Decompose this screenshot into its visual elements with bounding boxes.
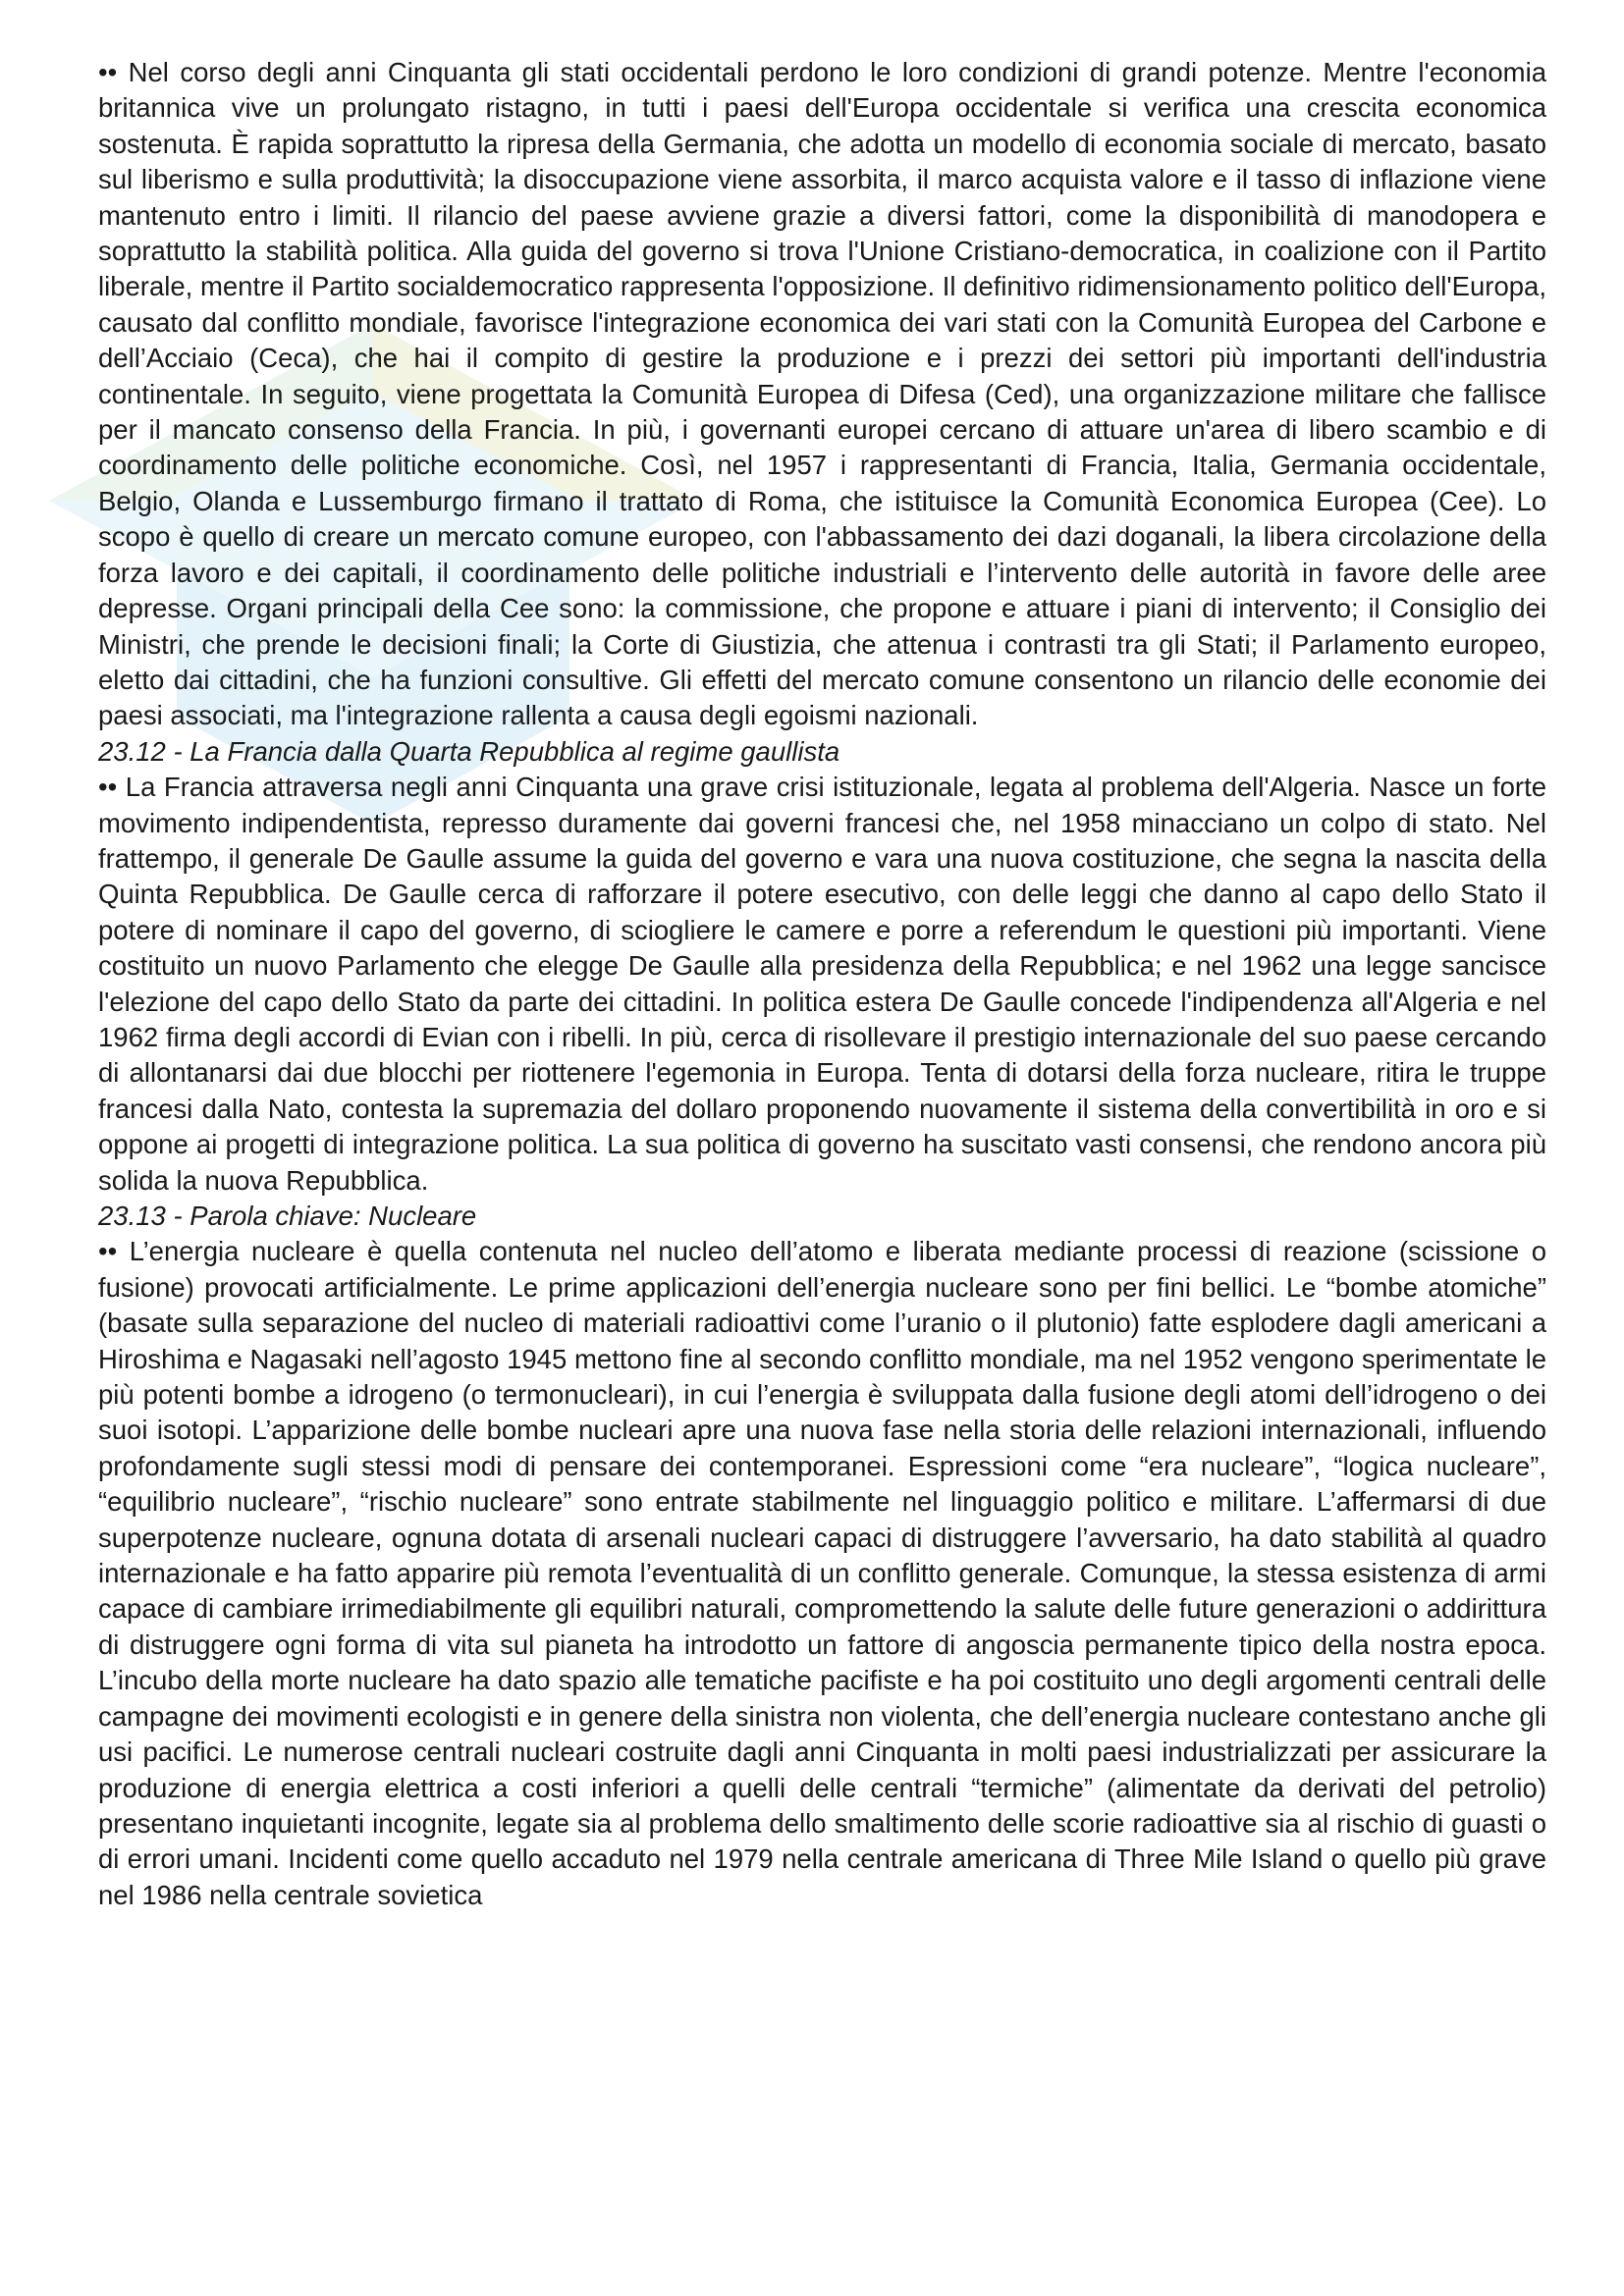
- section-heading-nucleare: 23.13 - Parola chiave: Nucleare: [98, 1201, 477, 1231]
- section-heading-francia: 23.12 - La Francia dalla Quarta Repubblica al regime gaullista: [98, 735, 840, 767]
- paragraph-nucleare: •• L’energia nucleare è quella contenuta nel nucleo dell’atomo e liberata mediante processi di reazione (scissione o fusione) provocati artificialmente. Le prime applicazioni dell’energia nucleare sono per fini bellici. Le “bombe atomiche” (basate sulla separazione del nucleo di materiali radioattivi come l’uranio o il plutonio) fatte esplodere dagli americani a Hiroshima e Nagasaki nell’agosto 1945 mettono fine al secondo conflitto mondiale, ma nel 1952 vengono sperimentate le più potenti bombe a idrogeno (o termonucleari), in cui l’energia è sviluppata dalla fusione degli atomi dell’idrogeno o dei suoi isotopi. L’apparizione delle bombe nucleari apre una nuova fase nella storia delle relazioni internazionali, influendo profondamente sugli stessi modi di pensare dei contemporanei. Espressioni come “era nucleare”, “logica nucleare”, “equilibrio nucleare”, “rischio nucleare” sono entrate stabilmente nel linguaggio politico e militare. L’affermarsi di due superpotenze nucleare, ognuna dotata di arsenali nucleari capaci di distruggere l’avversario, ha dato stabilità al quadro internazionale e ha fatto apparire più remota l’eventualità di un conflitto generale. Comunque, la stessa esistenza di armi capace di cambiare irrimediabilmente gli equilibri naturali, compromettendo la salute delle future generazioni o addirittura di distruggere ogni forma di vita sul pianeta ha introdotto un fattore di angoscia permanente tipico della nostra epoca. L’incubo della morte nucleare ha dato spazio alle tematiche pacifiste e ha poi costituito uno degli argomenti centrali delle campagne dei movimenti ecologisti e in genere della sinistra non violenta, che dell’energia nucleare contestano anche gli usi pacifici. Le numerose centrali nucleari costruite dagli anni Cinquanta in molti paesi industrializzati per assicurare la produzione di energia elettrica a costi inferiori a quelli delle centrali “termiche” (alimentate da derivati del petrolio) presentano inquietanti incognite, legate sia al problema dello smaltimento delle scorie radioattive sia al rischio di guasti o di errori umani. Incidenti come quello accaduto nel 1979 nella centrale americana di Three Mile Island o quello più grave nel 1986 nella centrale sovietica: [98, 1236, 1546, 1910]
- paragraph-francia: •• La Francia attraversa negli anni Cinquanta una grave crisi istituzionale, legata al problema dell'Algeria. Nasce un forte movimento indipendentista, represso duramente dai governi francesi che, nel 1958 minacciano un colpo di stato. Nel frattempo, il generale De Gaulle assume la guida del governo e vara una nuova costituzione, che segna la nascita della Quinta Repubblica. De Gaulle cerca di rafforzare il potere esecutivo, con delle leggi che danno al capo dello Stato il potere di nominare il capo del governo, di sciogliere le camere e porre a referendum le questioni più importanti. Viene costituito un nuovo Parlamento che elegge De Gaulle alla presidenza della Repubblica; e nel 1962 una legge sancisce l'elezione del capo dello Stato da parte dei cittadini. In politica estera De Gaulle concede l'indipendenza all'Algeria e nel 1962 firma degli accordi di Evian con i ribelli. In più, cerca di risollevare il prestigio internazionale del suo paese cercando di allontanarsi dai due blocchi per riottenere l'egemonia in Europa. Tenta di dotarsi della forza nucleare, ritira le truppe francesi dalla Nato, contesta la supremazia del dollaro proponendo nuovamente il sistema della convertibilità in oro e si oppone ai progetti di integrazione politica. La sua politica di governo ha suscitato vasti consensi, che rendono ancora più solida la nuova Repubblica.: [98, 772, 1546, 1196]
- document-body: [98, 55, 1546, 1913]
- paragraph-europa-occidentale: •• Nel corso degli anni Cinquanta gli stati occidentali perdono le loro condizioni di grandi potenze. Mentre l'economia britannica vive un prolungato ristagno, in tutti i paesi dell'Europa occidentale si verifica una crescita economica sostenuta. È rapida soprattutto la ripresa della Germania, che adotta un modello di economia sociale di mercato, basato sul liberismo e sulla produttività; la disoccupazione viene assorbita, il marco acquista valore e il tasso di inflazione viene mantenuto entro i limiti. Il rilancio del paese avviene grazie a diversi fattori, come la disponibilità di manodopera e soprattutto la stabilità politica. Alla guida del governo si trova l'Unione Cristiano-democratica, in coalizione con il Partito liberale, mentre il Partito socialdemocratico rappresenta l'opposizione. Il definitivo ridimensionamento politico dell'Europa, causato dal conflitto mondiale, favorisce l'integrazione economica dei vari stati con la Comunità Europea del Carbone e dell’Acciaio (Ceca), che hai il compito di gestire la produzione e i prezzi dei settori più importanti dell'industria continentale. In seguito, viene progettata la Comunità Europea di Difesa (Ced), una organizzazione militare che fallisce per il mancato consenso della Francia. In più, i governanti europei cercano di attuare un'area di libero scambio e di coordinamento delle politiche economiche. Così, nel 1957 i rappresentanti di Francia, Italia, Germania occidentale, Belgio, Olanda e Lussemburgo firmano il trattato di Roma, che istituisce la Comunità Economica Europea (Cee). Lo scopo è quello di creare un mercato comune europeo, con l'abbassamento dei dazi doganali, la libera circolazione della forza lavoro e dei capitali, il coordinamento delle politiche industriali e l’intervento delle autorità in favore delle aree depresse. Organi principali della Cee sono: la commissione, che propone e attuare i piani di intervento; il Consiglio dei Ministri, che prende le decisioni finali; la Corte di Giustizia, che attenua i contrasti tra gli Stati; il Parlamento europeo, eletto dai cittadini, che ha funzioni consultive. Gli effetti del mercato comune consentono un rilancio delle economie dei paesi associati, ma l'integrazione rallenta a causa degli egoismi nazionali.: [98, 57, 1546, 731]
